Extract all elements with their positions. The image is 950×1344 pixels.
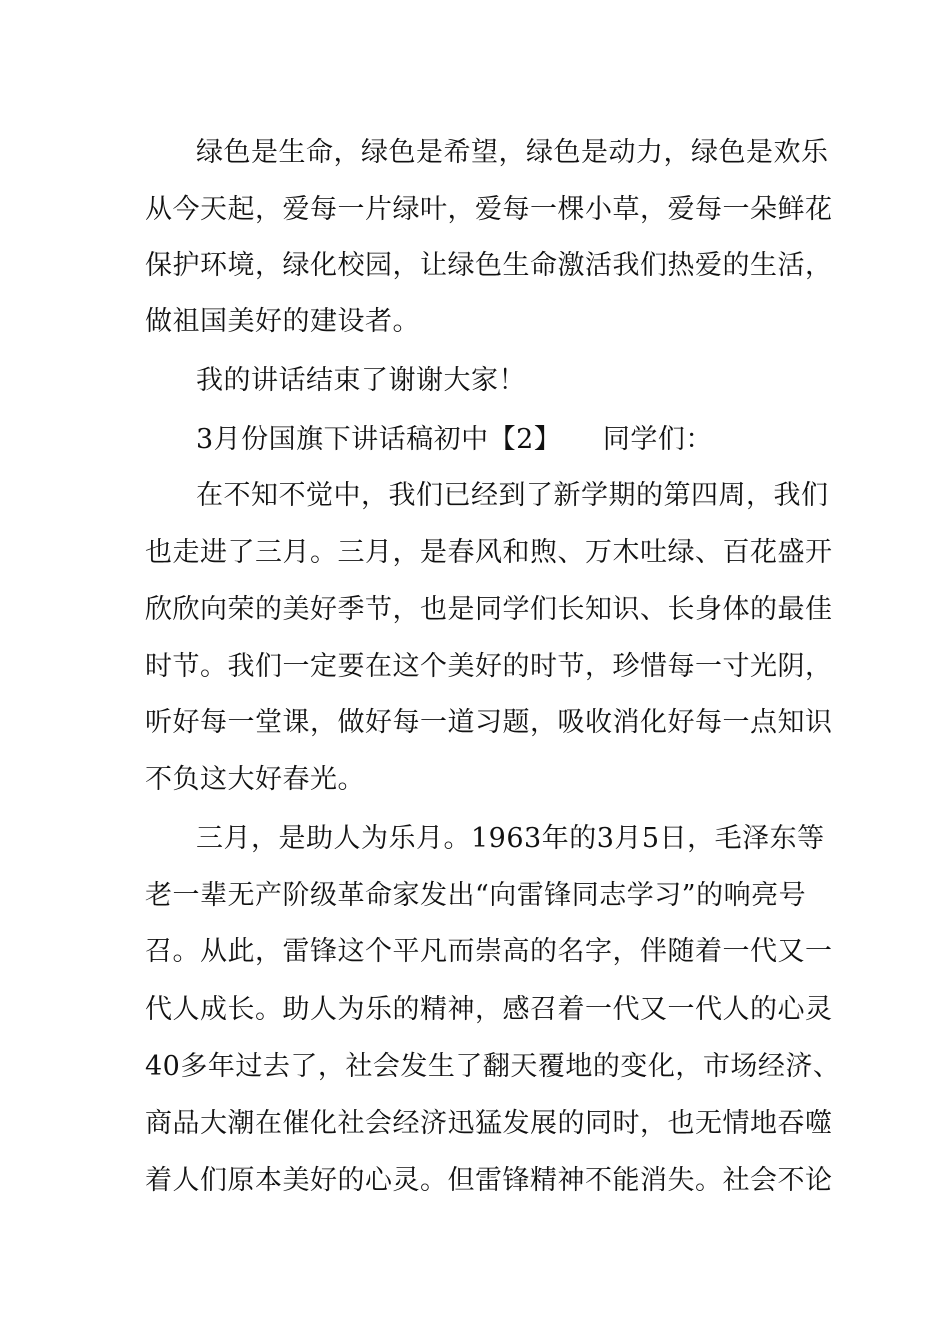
paragraph-1-line-4: 做祖国美好的建设者。 — [145, 306, 420, 337]
paragraph-4-line-5: 听好每一堂课，做好每一道习题，吸收消化好每一点知识 — [145, 707, 833, 738]
paragraph-1-line-3: 保护环境，绿化校园，让绿色生命激活我们热爱的生活， — [145, 250, 833, 281]
paragraph-2-line-1: 我的讲话结束了谢谢大家！ — [196, 365, 526, 396]
paragraph-5-line-3: 召。从此，雷锋这个平凡而崇高的名字，伴随着一代又一 — [145, 936, 833, 967]
paragraph-1-line-1: 绿色是生命，绿色是希望，绿色是动力，绿色是欢乐 — [196, 137, 829, 168]
paragraph-4-line-1: 在不知不觉中，我们已经到了新学期的第四周，我们 — [196, 480, 829, 511]
paragraph-4-line-2: 也走进了三月。三月，是春风和煦、万木吐绿、百花盛开 — [145, 537, 833, 568]
paragraph-5-line-1: 三月，是助人为乐月。1963年的3月5日，毛泽东等 — [196, 823, 825, 854]
paragraph-4-line-4: 时节。我们一定要在这个美好的时节，珍惜每一寸光阴， — [145, 651, 833, 682]
paragraph-5-line-2: 老一辈无产阶级革命家发出“向雷锋同志学习”的响亮号 — [145, 880, 807, 911]
paragraph-4-line-6: 不负这大好春光。 — [145, 764, 365, 795]
paragraph-5-line-5: 40多年过去了，社会发生了翻天覆地的变化，市场经济、 — [145, 1051, 841, 1082]
paragraph-5-line-6: 商品大潮在催化社会经济迅猛发展的同时，也无情地吞噬 — [145, 1108, 833, 1139]
section-heading: 3月份国旗下讲话稿初中【2】 同学们： — [196, 424, 713, 455]
paragraph-5-line-4: 代人成长。助人为乐的精神，感召着一代又一代人的心灵 — [145, 994, 833, 1025]
paragraph-1-line-2: 从今天起，爱每一片绿叶，爱每一棵小草，爱每一朵鲜花 — [145, 194, 833, 225]
paragraph-5-line-7: 着人们原本美好的心灵。但雷锋精神不能消失。社会不论 — [145, 1165, 833, 1196]
paragraph-4-line-3: 欣欣向荣的美好季节，也是同学们长知识、长身体的最佳 — [145, 594, 833, 625]
